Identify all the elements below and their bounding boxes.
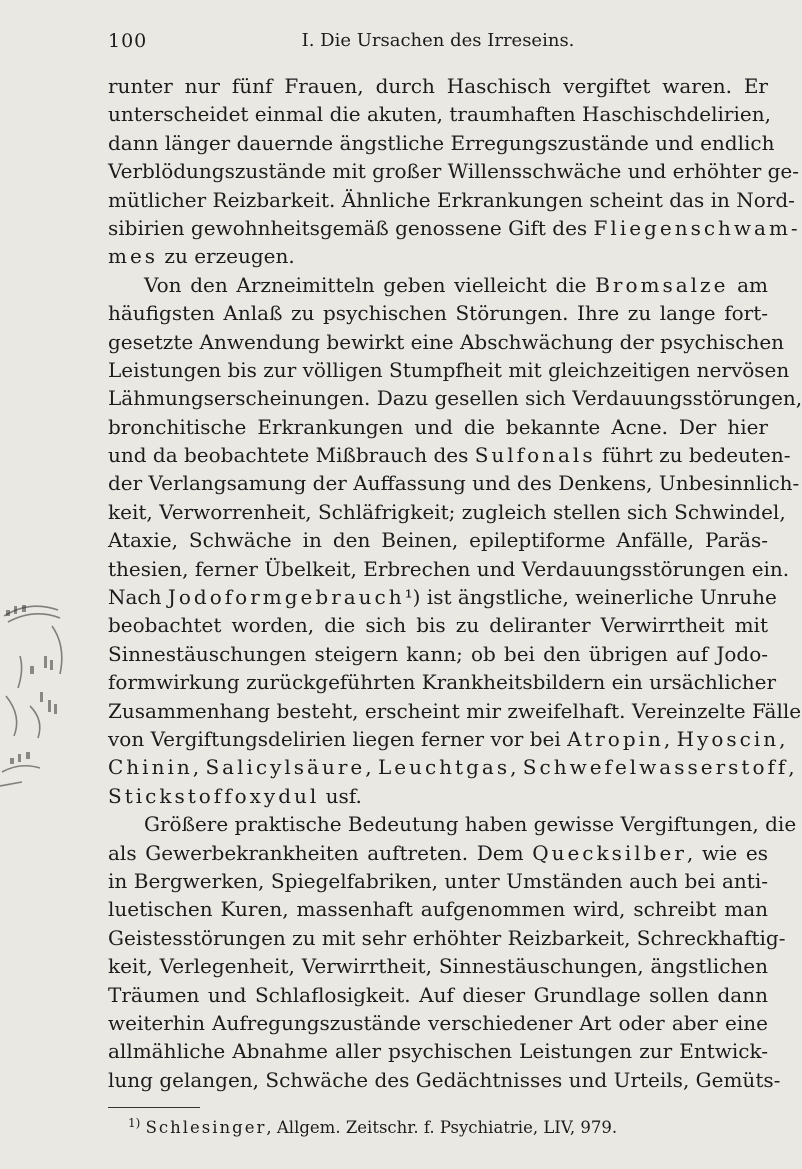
running-title: I. Die Ursachen des Irreseins. [301,30,575,51]
text-line [108,100,771,128]
text-line [108,384,802,412]
text-segment: unterscheidet einmal die akuten, traumhaften Haschischdelirien, [108,102,771,127]
text-segment: gesetzte Anwendung bewirkt eine Abschwächung der psychischen [108,329,785,354]
text-segment: keit, Verlegenheit, Verwirrtheit, Sinnestäuschungen, ängstlichen [108,954,768,979]
text-segment: Leistungen bis zur völligen Stumpfheit mit gleichzeitigen nervösen [108,357,790,382]
text-segment: am [728,272,769,297]
text-segment: Ataxie, Schwäche in den Beinen, epileptiforme Anfälle, Paräs- [108,528,768,553]
spaced-term: Atropin [567,726,664,751]
text-line [108,299,768,327]
spaced-term: Sulfonals [474,443,596,468]
text-line [108,981,768,1009]
text-segment: , [510,755,523,780]
text-segment: Verblödungszustände mit großer Willensschwäche und erhöhter ge- [108,159,800,184]
footnote-author: Schlesinger [145,1118,267,1137]
spaced-term: Salicylsäure [205,755,366,780]
text-segment: formwirkung zurückgeführten Krankheitsbildern ein ursächlicher [108,670,777,695]
text-line [108,157,800,185]
footnote [128,1111,748,1140]
text-line [108,328,785,356]
text-line [108,867,768,895]
text-segment: usf. [319,783,362,808]
text-line [108,753,795,781]
text-segment: und da beobachtete Mißbrauch des [108,443,475,468]
text-segment: , [663,726,677,751]
text-segment: luetischen Kuren, massenhaft aufgenommen wird, schreibt man [108,897,768,922]
text-line [108,782,768,810]
text-segment: Größere praktische Bedeutung haben gewisse Vergiftungen, die [144,812,797,837]
text-segment: Lähmungserscheinungen. Dazu gesellen sich Verdauungsstörungen, [108,386,802,411]
text-segment: runter nur fünf Frauen, durch Haschisch vergiftet waren. Er [108,74,768,98]
text-line [108,668,777,696]
page-header [108,30,768,58]
text-line [108,356,790,384]
text-line [108,129,775,157]
text-segment: , wie es [686,840,768,865]
text-segment: , [788,755,795,780]
text-line [108,839,768,867]
text-line [108,271,768,299]
text-segment: Geistesstörungen zu mit sehr erhöhter Reizbarkeit, Schreckhaftig- [108,925,786,950]
text-line [108,186,795,214]
text-line [108,526,768,554]
text-segment: Nach [108,585,168,610]
text-segment: ¹) ist ängstliche, weinerliche Unruhe [404,585,777,610]
spaced-term: Fliegenschwam- [593,215,801,240]
text-line [108,640,768,668]
text-line [108,469,800,497]
footnote-marker: 1) [128,1116,141,1130]
text-line [108,441,791,469]
footnote-citation: , Allgem. Zeitschr. f. Psychiatrie, LIV, 979. [266,1118,618,1137]
text-segment: der Verlangsamung der Auffassung und des Denkens, Unbesinnlich- [108,471,800,496]
spaced-term: Quecksilber [532,840,687,865]
text-line [108,1009,768,1037]
text-segment: von Vergiftungsdelirien liegen ferner vor bei [108,726,568,751]
text-line [108,242,768,270]
spaced-term: Bromsalze [595,272,729,297]
spaced-term: Chinin [108,755,193,780]
text-line [108,72,768,100]
text-line [108,413,768,441]
page-number: 100 [108,30,148,52]
text-segment: beobachtet worden, die sich bis zu deliranter Verwirrtheit mit [108,613,768,638]
spaced-term: Stickstoffoxydul [108,783,320,808]
text-segment: , [779,726,786,751]
text-segment: Zusammenhang besteht, erscheint mir zweifelhaft. Vereinzelte Fälle [108,698,802,723]
text-segment: keit, Verworrenheit, Schläfrigkeit; zugleich stellen sich Schwindel, [108,499,786,524]
text-segment: , [192,755,206,780]
text-line [108,924,786,952]
text-segment: als Gewerbekrankheiten auftreten. Dem [108,840,533,865]
text-segment: dann länger dauernde ängstliche Erregungszustände und endlich [108,130,775,155]
text-line [108,498,786,526]
library-stamp-icon [0,596,74,796]
text-segment: allmähliche Abnahme aller psychischen Leistungen zur Entwick- [108,1039,768,1064]
text-segment: Von den Arzneimitteln geben vielleicht die [144,272,596,297]
text-segment: bronchitische Erkrankungen und die bekannte Acne. Der hier [108,414,768,439]
text-line [108,1066,781,1094]
text-line [108,895,768,923]
text-segment: lung gelangen, Schwäche des Gedächtnisses und Urteils, Gemüts- [108,1067,781,1092]
text-line [108,725,786,753]
text-segment: in Bergwerken, Spiegelfabriken, unter Umständen auch bei anti- [108,868,768,893]
text-segment: häufigsten Anlaß zu psychischen Störungen. Ihre zu lange fort- [108,301,768,326]
text-segment: mütlicher Reizbarkeit. Ähnliche Erkrankungen scheint das in Nord- [108,187,795,212]
spaced-term: mes [108,244,159,269]
text-segment: Sinnestäuschungen steigern kann; ob bei den übrigen auf Jodo- [108,641,768,666]
text-line [108,952,768,980]
spaced-term: Hyoscin [676,726,780,751]
text-line [108,555,790,583]
text-line [108,583,777,611]
text-line [108,810,797,838]
text-segment: , [365,755,378,780]
spaced-term: Jodoformgebrauch [167,585,405,610]
text-segment: führt zu bedeuten- [595,443,791,468]
text-segment: sibirien gewohnheitsgemäß genossene Gift des [108,215,594,240]
body-text [108,72,802,1094]
text-line [108,611,768,639]
text-segment: zu erzeugen. [158,244,295,269]
spaced-term: Leuchtgas [377,755,511,780]
text-line [108,697,802,725]
text-segment: weiterhin Aufregungszustände verschiedener Art oder aber eine [108,1010,768,1035]
text-line [108,1037,768,1065]
text-line [108,214,801,242]
text-segment: Träumen und Schlaflosigkeit. Auf dieser Grundlage sollen dann [108,982,768,1007]
spaced-term: Schwefelwasserstoff [522,755,789,780]
footnote-rule [108,1107,200,1108]
text-segment: thesien, ferner Übelkeit, Erbrechen und Verdauungsstörungen ein. [108,556,790,581]
